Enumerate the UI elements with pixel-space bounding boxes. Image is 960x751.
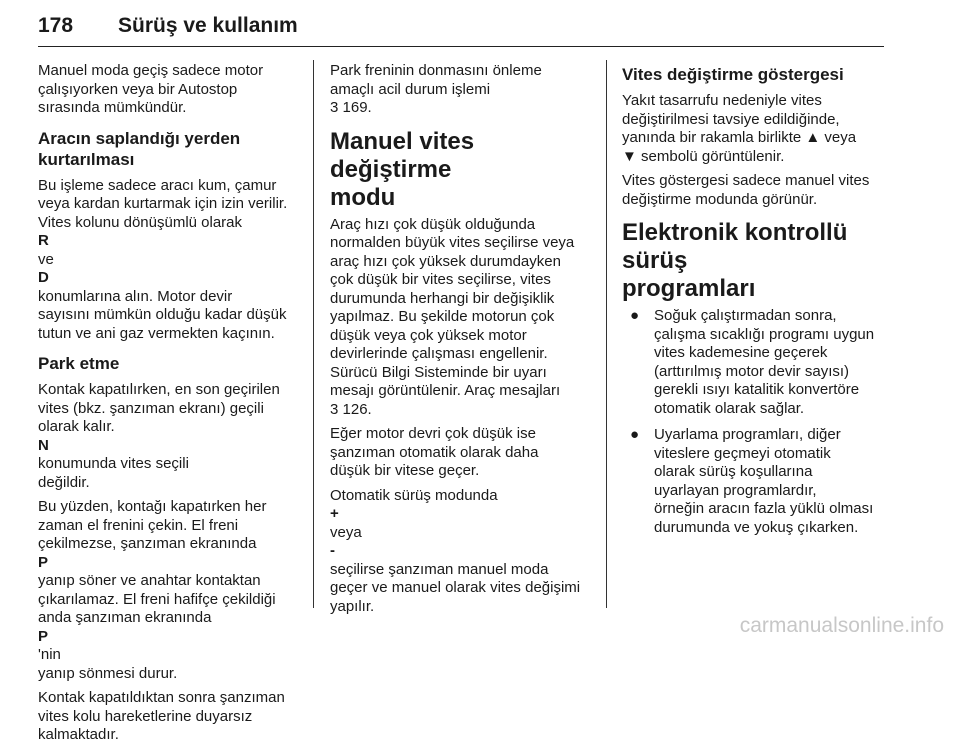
intro-paragraph: Manuel moda geçiş sadece motor çalışıyorken veya bir Autostop sırasında mümkündür. [38, 62, 264, 116]
page-reference[interactable]: 3 169. [330, 99, 372, 116]
bullet-icon: ● [630, 426, 640, 443]
programs-list [622, 307, 890, 537]
page-number: 178 [38, 14, 74, 37]
manual-paragraph-3: Otomatik sürüş modunda + veya - seçilirse şanzıman manuel moda geçer ve manuel olarak vites değişimi yapılır. [330, 486, 581, 615]
park-paragraph-1: Kontak kapatılırken, en son geçirilen vites (bkz. şanzıman ekranı) geçili olarak kalır. N konumunda vites seçili değildir. [38, 381, 280, 491]
park-paragraph-3: Kontak kapatıldıktan sonra şanzıman vites kolu hareketlerine duyarsız kalmaktadır. [38, 689, 285, 743]
column-1 [38, 62, 310, 751]
page-header [38, 10, 884, 47]
running-title: Sürüş ve kullanım [118, 14, 298, 37]
column-divider [313, 60, 314, 608]
watermark-text: carmanualsonline.info [739, 614, 944, 637]
manual-paragraph-2: Eğer motor devri çok düşük ise şanzıman otomatik olarak daha düşük bir vitese geçer. [330, 425, 539, 479]
heading-manual-mode: Manuel vites değiştirme modu [330, 127, 475, 211]
park-paragraph-2: Bu yüzden, kontağı kapatırken her zaman el frenini çekin. El freni çekilmezse, şanzıman ekranında P yanıp söner ve anahtar kontaktan çıkarılamaz. El freni hafifçe çekildiği anda şanzıman ekranında P 'nin yanıp sönmesi durur. [38, 498, 276, 682]
indicator-paragraph-1: Yakıt tasarrufu nedeniyle vites değiştirilmesi tavsiye edildiğinde, yanında bir rakamla birlikte ▲ veya ▼ sembolü görüntülenir. [622, 92, 857, 165]
heading-rescue: Aracın saplandığı yerden kurtarılması [38, 128, 241, 169]
list-item: ● Uyarlama programları, diğer viteslere geçmeyi otomatik olarak sürüş koşullarına uyarlayan programlardır, örneğin aracın fazla yüklü olması durumunda ve yokuş çıkarken. [630, 426, 874, 536]
manual-paragraph-1: Araç hızı çok düşük olduğunda normalden büyük vites seçilirse veya araç hızı çok yüksek durumdayken çok düşük bir vites seçilirse, vites durumunda herhangi bir değişiklik yapılmaz. Bu şekilde motorun çok düşük veya çok yüksek motor devirlerinde çalışması engellenir. Sürücü Bilgi Sisteminde bir uyarı mesajı görüntülenir. Araç mesajları 3 126. [330, 216, 602, 420]
freeze-paragraph: Park freninin donmasını önleme amaçlı acil durum işlemi 3 169. [330, 62, 602, 118]
column-2 [330, 62, 602, 622]
indicator-paragraph-2: Vites göstergesi sadece manuel vites değiştirme modunda görünür. [622, 172, 870, 208]
heading-shift-indicator: Vites değiştirme göstergesi [622, 65, 844, 84]
column-3 [622, 62, 890, 545]
column-divider [606, 60, 607, 608]
heading-electronic-programs: Elektronik kontrollü sürüş programları [622, 219, 848, 302]
bullet-icon: ● [630, 307, 640, 324]
heading-park: Park etme [38, 354, 120, 373]
page-reference[interactable]: 3 126. [330, 400, 372, 418]
list-item: ● Soğuk çalıştırmadan sonra, çalışma sıcaklığı programı uygun vites kademesine geçerek (arttırılmış motor devir sayısı) gerekli ısıyı katalitik konvertöre otomatik olarak sağlar. [630, 307, 875, 417]
rescue-paragraph: Bu işleme sadece aracı kum, çamur veya kardan kurtarmak için izin verilir. Vites kolunu dönüşümlü olarak R ve D konumlarına alın. Motor devir sayısını mümkün olduğu kadar düşük tutun ve ani gaz vermekten kaçının. [38, 176, 288, 342]
